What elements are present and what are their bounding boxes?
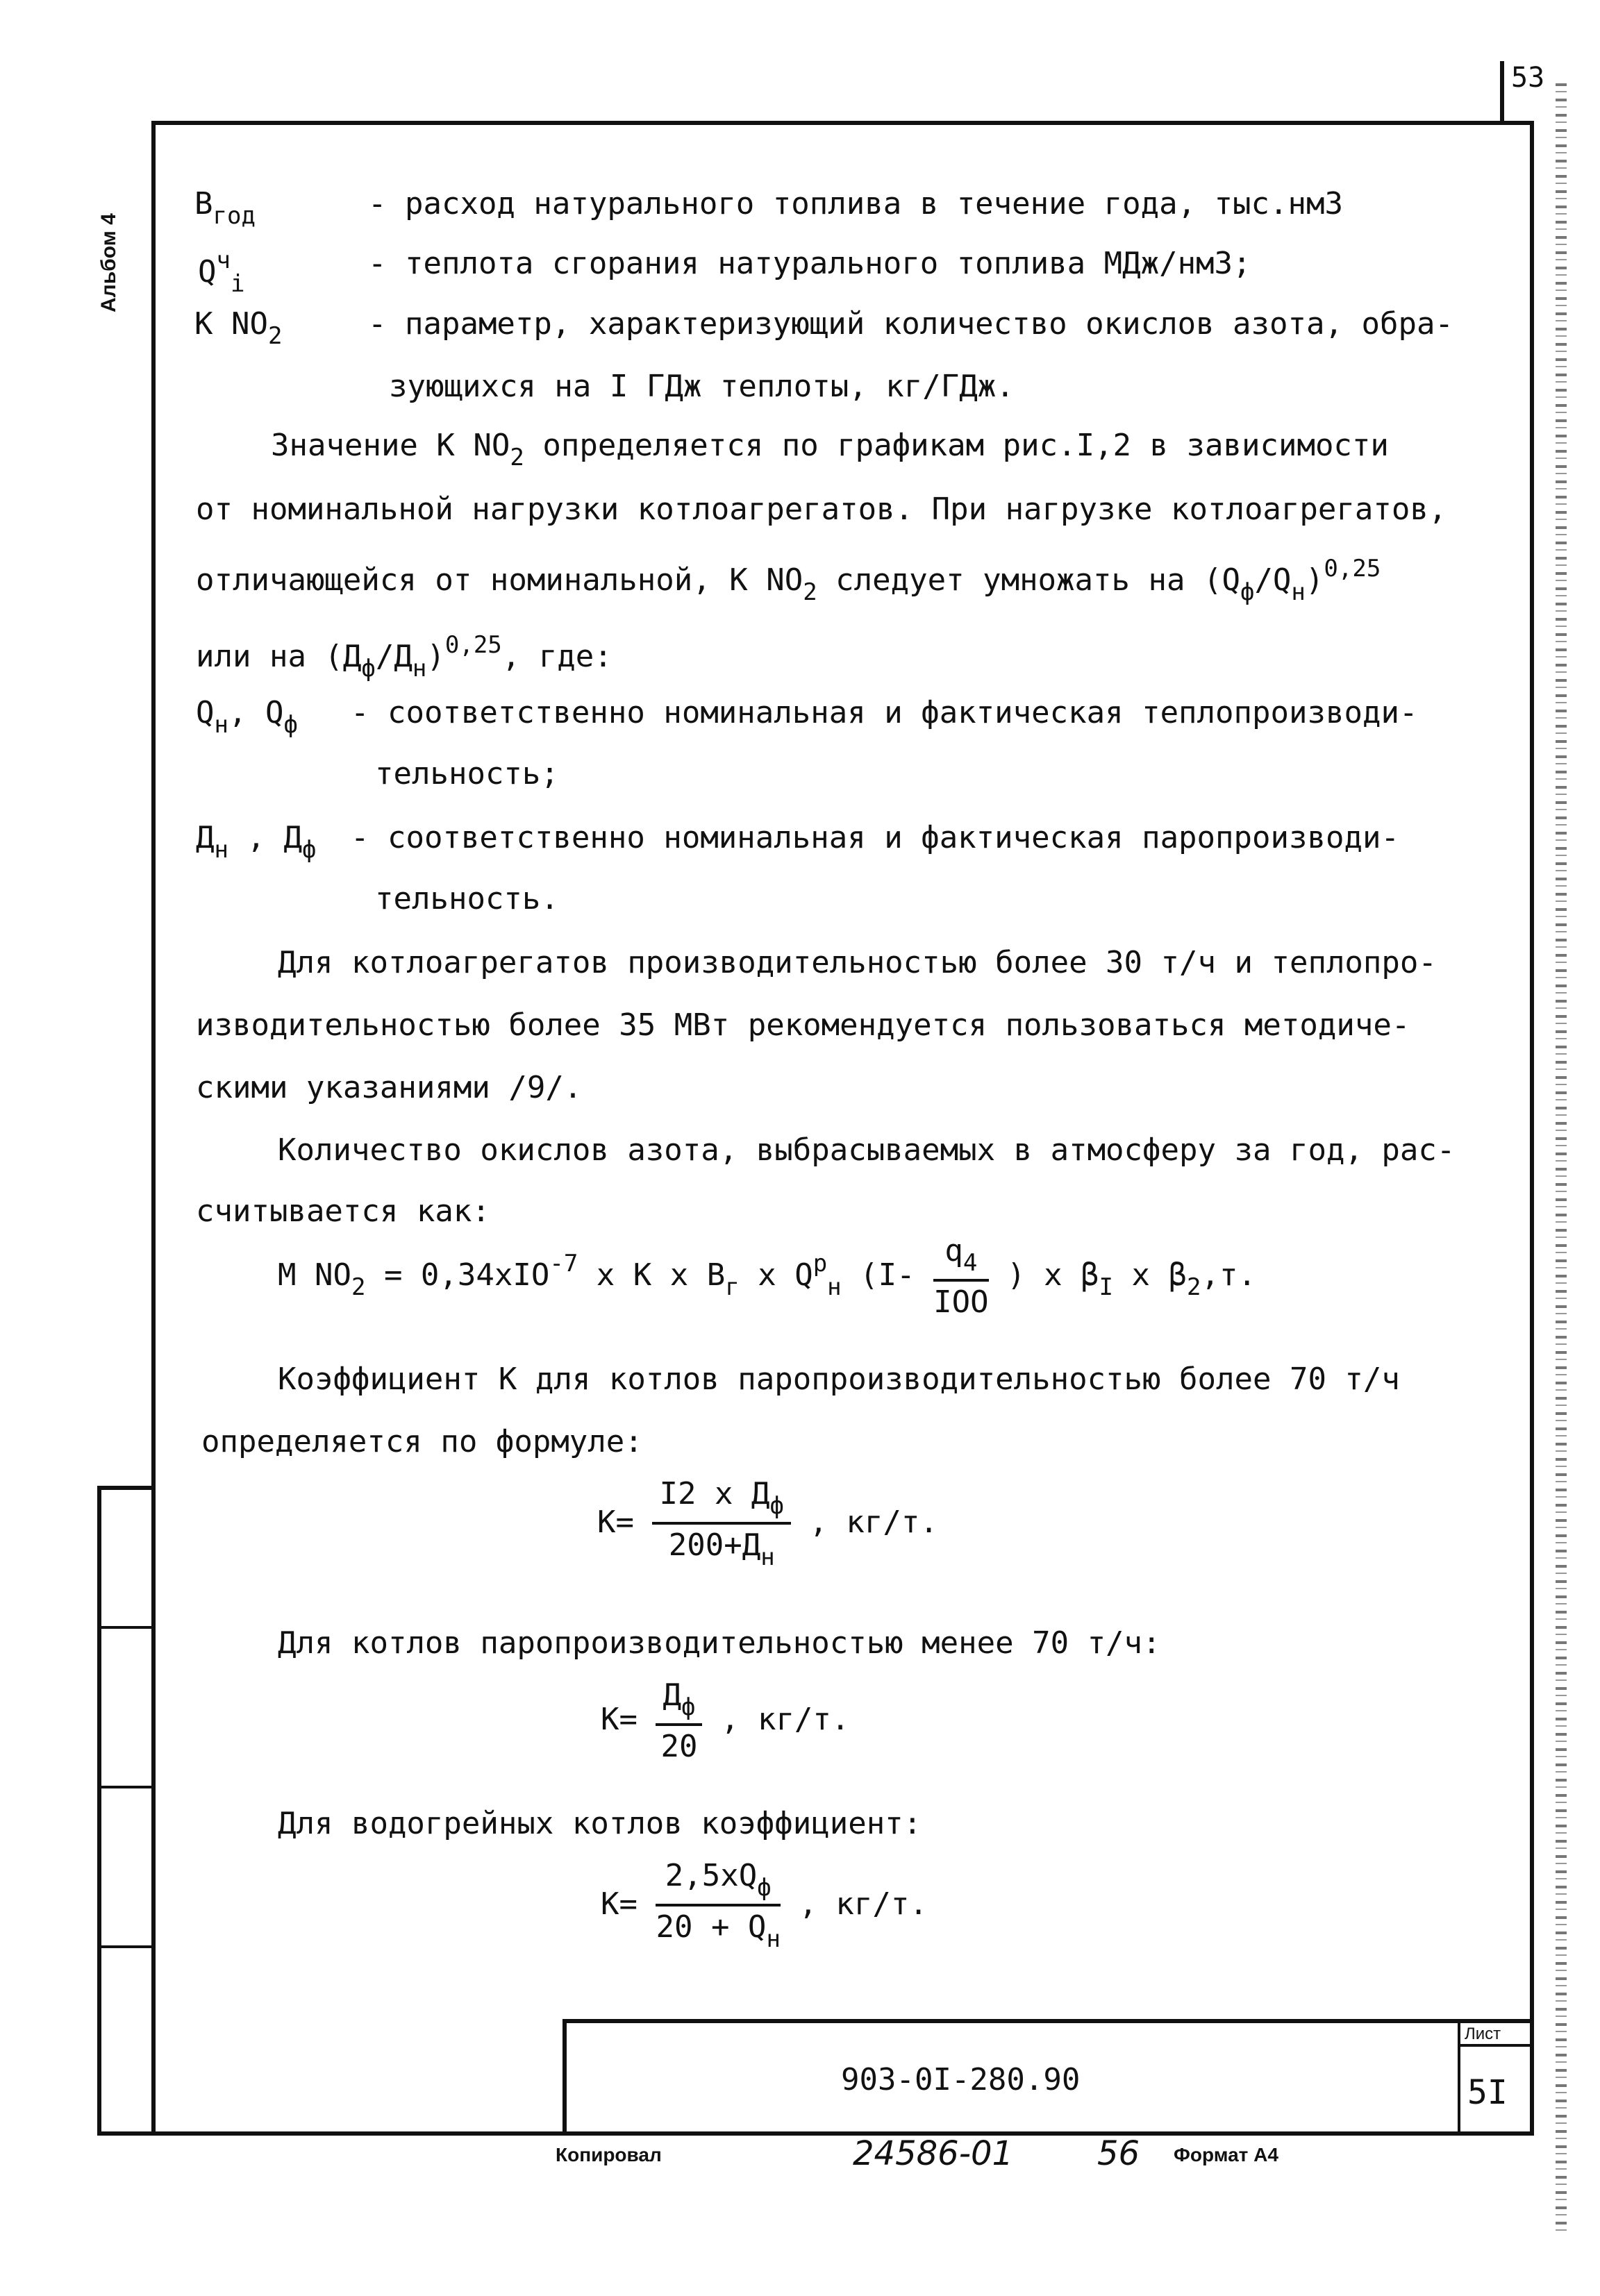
- formula-mno2-fraction: $\frac{q_4}{\text{IOO}}$: [933, 1233, 989, 1320]
- para5: Для котлов паропроизводительностью менее 70 т/ч:: [278, 1625, 1161, 1661]
- corner-number: 53: [1511, 62, 1545, 94]
- sheet-label: Лист: [1460, 2023, 1534, 2047]
- formula3-num: $Д_ф$: [656, 1680, 702, 1726]
- def2-symbol-q: $Q_н$, $Q_ф$: [196, 695, 298, 739]
- album-label: Альбом 4: [97, 213, 120, 312]
- def-symbol-q: $Q^ч_i$: [198, 246, 245, 298]
- formula2-num: I2 x $Д_ф$: [652, 1479, 790, 1525]
- def-text-q: - теплота сгорания натурального топлива МДж/нм3;: [368, 246, 1251, 281]
- para1-line3: отличающейся от номинальной, K $NO_2$ следует умножать на $(Q_ф/Q_н)^{0,25}$: [196, 555, 1381, 606]
- def-text-k-no2-cont: зующихся на I ГДж теплоты, кг/ГДж.: [389, 369, 1015, 404]
- sheet-number: 5I: [1467, 2073, 1508, 2112]
- para1-line2: от номинальной нагрузки котлоагрегатов. При нагрузке котлоагрегатов,: [196, 492, 1447, 527]
- def-text-k-no2: - параметр, характеризующий количество окислов азота, обра-: [368, 306, 1453, 342]
- para2-line2: изводительностью более 35 МВт рекомендуется пользоваться методиче-: [196, 1007, 1410, 1043]
- formula3-den: 20: [660, 1729, 698, 1764]
- para2-line3: скими указаниями /9/.: [196, 1070, 583, 1105]
- def-symbol-k-no2: K $NO_2$: [194, 306, 283, 350]
- para4-line2: определяется по формуле:: [201, 1424, 643, 1459]
- formula-k-small: K= $\frac{Д_ф}{20}$ , кг/т.: [601, 1677, 850, 1764]
- edge-scribble: [1556, 83, 1567, 2236]
- def2-symbol-d: $Д_н$ , $Д_ф$: [196, 820, 317, 864]
- sheet-box: [1458, 2023, 1534, 2136]
- footer-page: 56: [1097, 2134, 1140, 2173]
- def2-text-q-cont: тельность;: [375, 756, 559, 791]
- footer-copied: Копировал: [556, 2144, 662, 2165]
- footer-format: Формат А4: [1174, 2144, 1278, 2165]
- para3-line1: Количество окислов азота, выбрасываемых в атмосферу за год, рас-: [278, 1132, 1456, 1168]
- formula2-den: $200+Д_н$: [668, 1527, 775, 1571]
- formula-k-water: K= $\frac{2,5xQ_ф}{20 + Q_н}$ , кг/т.: [601, 1858, 928, 1953]
- def-symbol-b-god: $B_{год}$: [194, 186, 256, 230]
- title-stamp: [562, 2019, 1534, 2136]
- def2-text-d: - соответственно номинальная и фактическая паропроизводи-: [351, 820, 1399, 855]
- def2-text-q: - соответственно номинальная и фактическая теплопроизводи-: [351, 695, 1418, 730]
- formula-k-large: K= $\frac{I2 x Д_ф}{200+Д_н}$ , кг/т.: [597, 1476, 938, 1571]
- formula-mno2: M $NO_2 = 0,34xIO^{-7}$ x K x $B_г$ x $Q^р_н$ (I- $\frac{q_4}{\text{IOO}}$ ) x $\beta_I$ x $\beta_2,т$.: [278, 1233, 1256, 1320]
- para3-line2: считывается как:: [196, 1193, 490, 1229]
- def-text-b-god: - расход натурального топлива в течение года, тыс.нм3: [368, 186, 1343, 221]
- para4-line1: Коэффициент K для котлов паропроизводительностью более 70 т/ч: [278, 1361, 1400, 1397]
- formula4-num: $2,5xQ_ф$: [656, 1861, 780, 1907]
- para2-line1: Для котлоагрегатов производительностью более 30 т/ч и теплопро-: [278, 945, 1437, 980]
- para6: Для водогрейных котлов коэффициент:: [278, 1806, 922, 1841]
- document-code: 903-0I-280.90: [841, 2062, 1081, 2097]
- para1-line4: или на $(Д_ф/Д_н)^{0,25}$, где:: [196, 631, 612, 682]
- footer-number: 24586-01: [853, 2134, 1014, 2173]
- para1-line1: Значение K $NO_2$ определяется по графикам рис.I,2 в зависимости: [271, 428, 1389, 471]
- corner-tick: [1500, 61, 1504, 124]
- side-margin-table: [97, 1486, 151, 2136]
- formula4-den: $20 + Q_н$: [656, 1909, 781, 1953]
- def2-text-d-cont: тельность.: [375, 881, 559, 916]
